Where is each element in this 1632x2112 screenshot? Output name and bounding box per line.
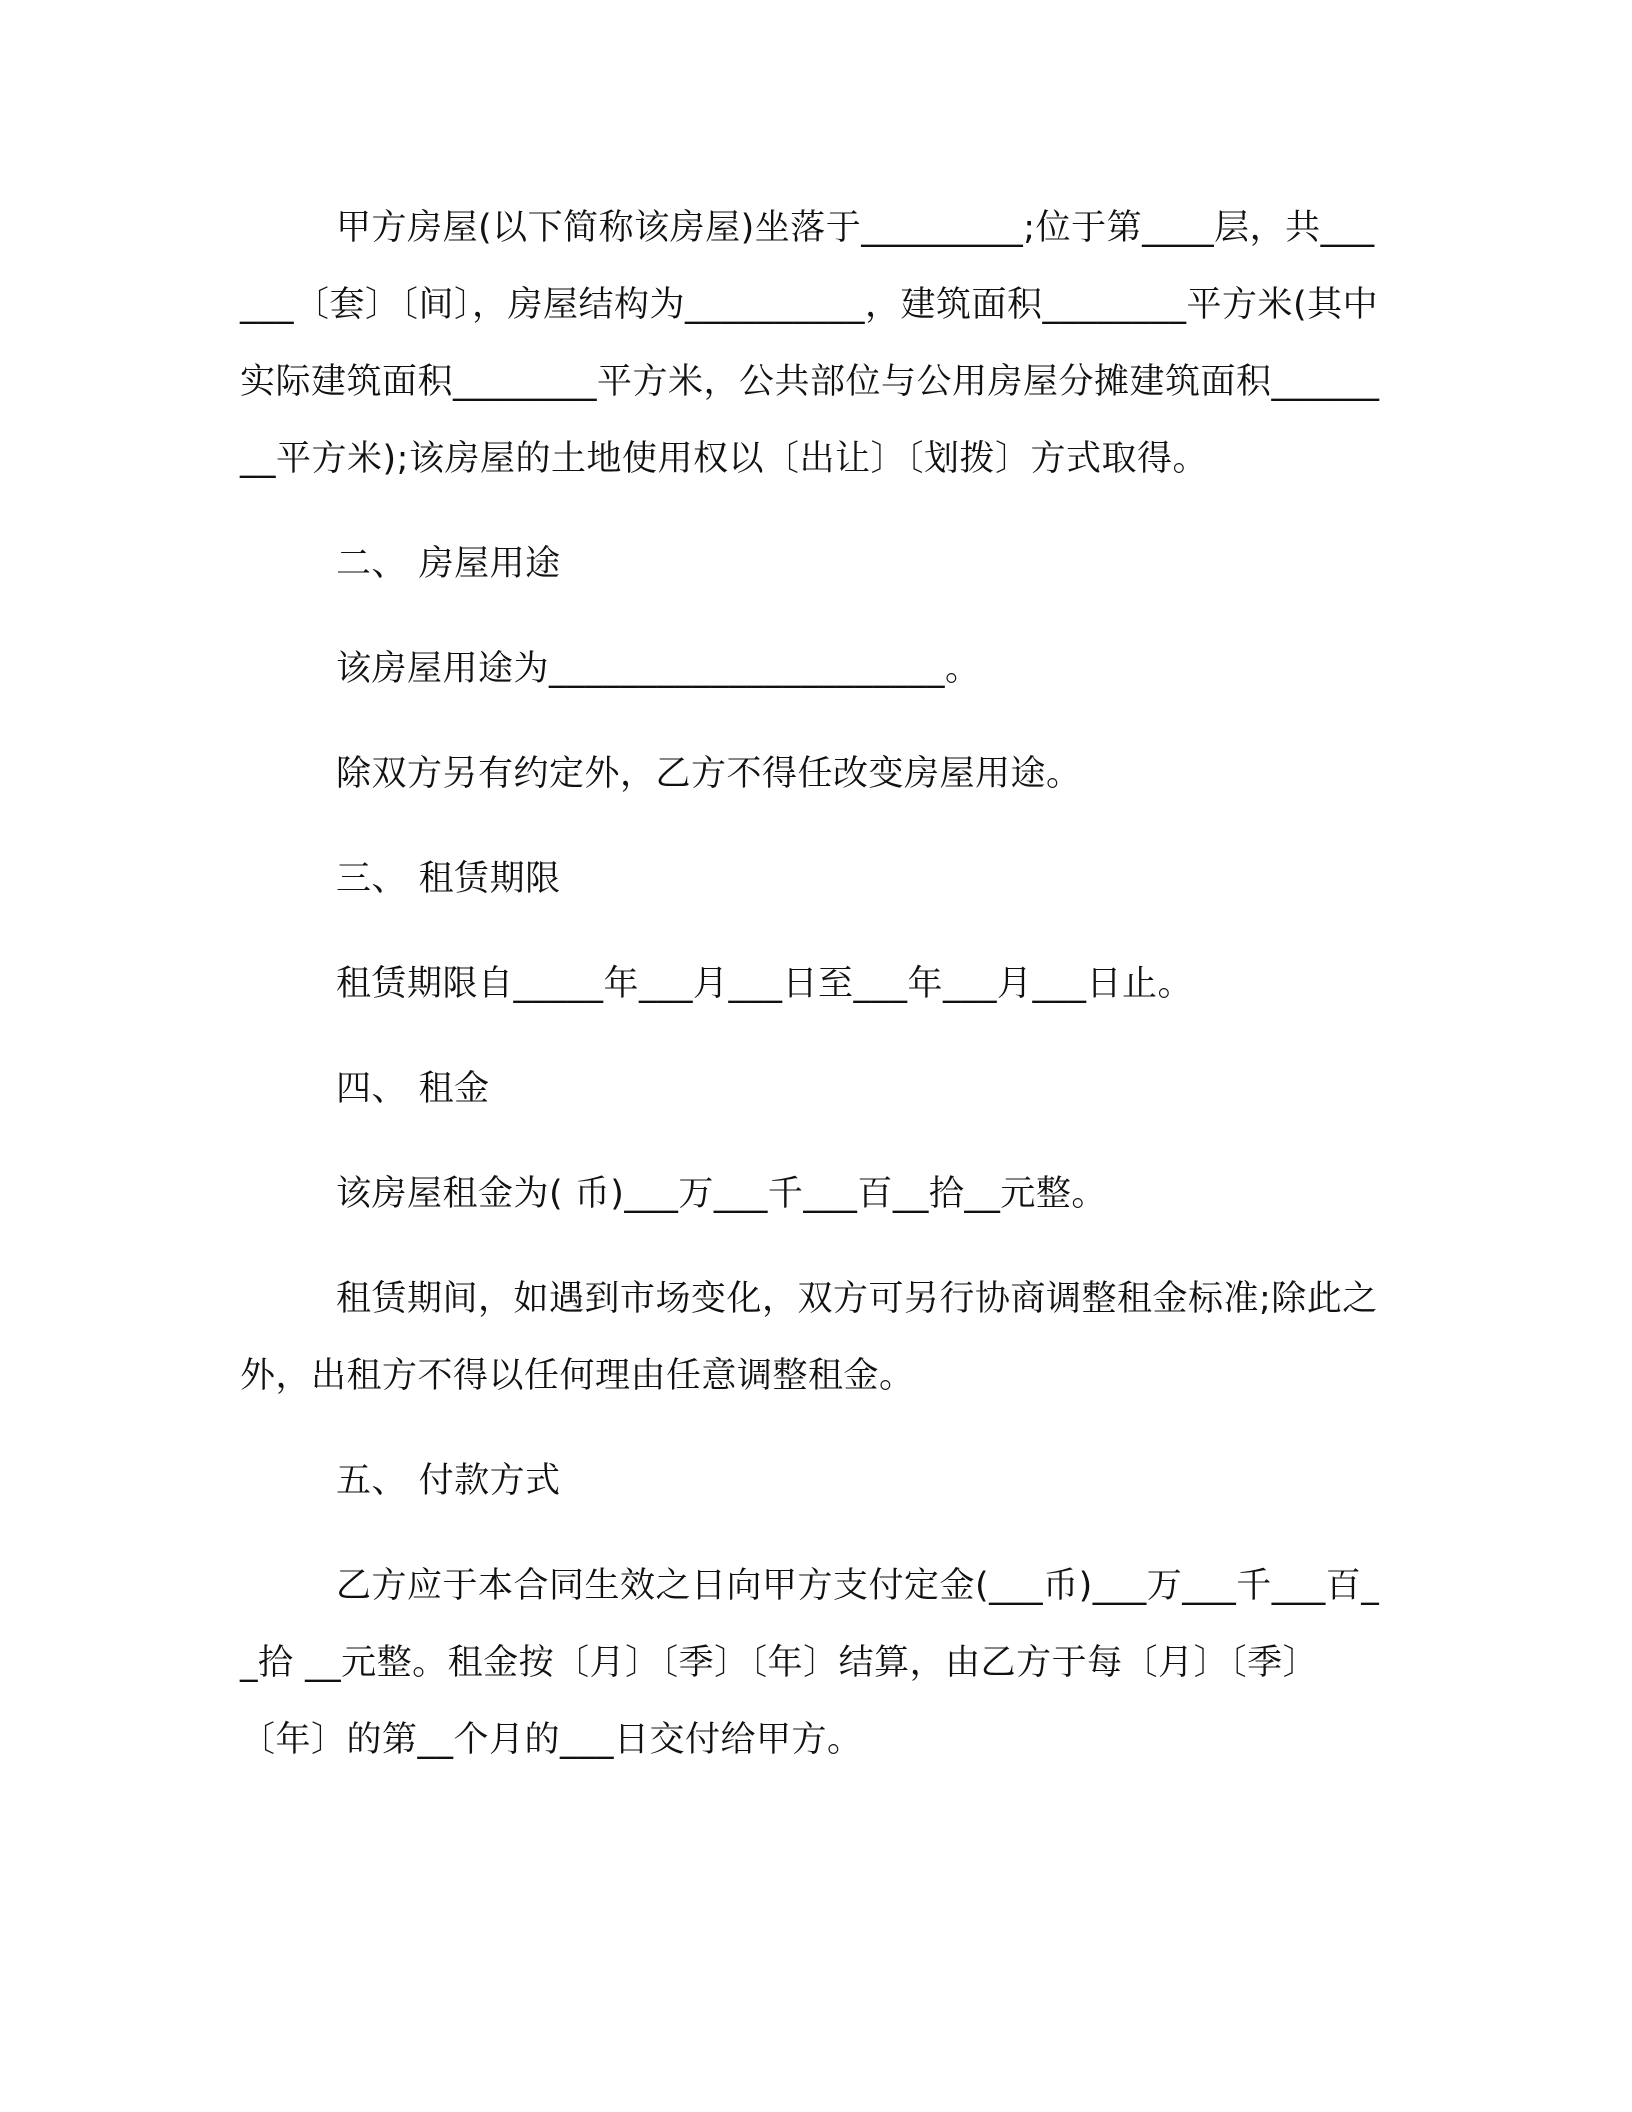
paragraph-gap <box>240 813 1380 841</box>
section-heading-term: 三、 租赁期限 <box>336 859 561 899</box>
section-heading-usage: 二、 房屋用途 <box>336 544 561 584</box>
paragraph-gap <box>240 1023 1380 1051</box>
paragraph-house-location: 甲方房屋(以下简称该房屋)坐落于_________;位于第____层，共______〔套〕〔间〕，房屋结构为__________，建筑面积________平方米(其中实际建筑面积________平方米，公共部位与公用房屋分摊建筑面积________平方米);该房屋的土地使用权以〔出让〕〔划拨〕方式取得。 <box>240 208 1380 479</box>
paragraph-rent-amount: 该房屋租金为( 币)___万___千___百__拾__元整。 <box>336 1174 1107 1214</box>
paragraph-gap <box>240 1233 1380 1261</box>
paragraph-usage-restriction: 除双方另有约定外，乙方不得任改变房屋用途。 <box>336 754 1082 794</box>
paragraph-gap <box>240 1128 1380 1156</box>
section-heading-payment: 五、 付款方式 <box>336 1461 561 1501</box>
document-body <box>240 190 1380 1779</box>
paragraph-gap <box>240 918 1380 946</box>
paragraph-usage: 该房屋用途为______________________。 <box>336 649 981 689</box>
section-heading-rent: 四、 租金 <box>336 1069 490 1109</box>
paragraph-gap <box>240 1415 1380 1443</box>
paragraph-gap <box>240 498 1380 526</box>
paragraph-gap <box>240 603 1380 631</box>
paragraph-payment: 乙方应于本合同生效之日向甲方支付定金(___币)___万___千___百__拾 __元整。租金按〔月〕〔季〕〔年〕结算，由乙方于每〔月〕〔季〕〔年〕的第__个月的___日交付给甲方。 <box>240 1566 1380 1760</box>
paragraph-rent-adjustment: 租赁期间，如遇到市场变化，双方可另行协商调整租金标准;除此之外，出租方不得以任何理由任意调整租金。 <box>240 1279 1378 1396</box>
paragraph-gap <box>240 708 1380 736</box>
paragraph-gap <box>240 1520 1380 1548</box>
paragraph-term: 租赁期限自_____年___月___日至___年___月___日止。 <box>336 964 1194 1004</box>
